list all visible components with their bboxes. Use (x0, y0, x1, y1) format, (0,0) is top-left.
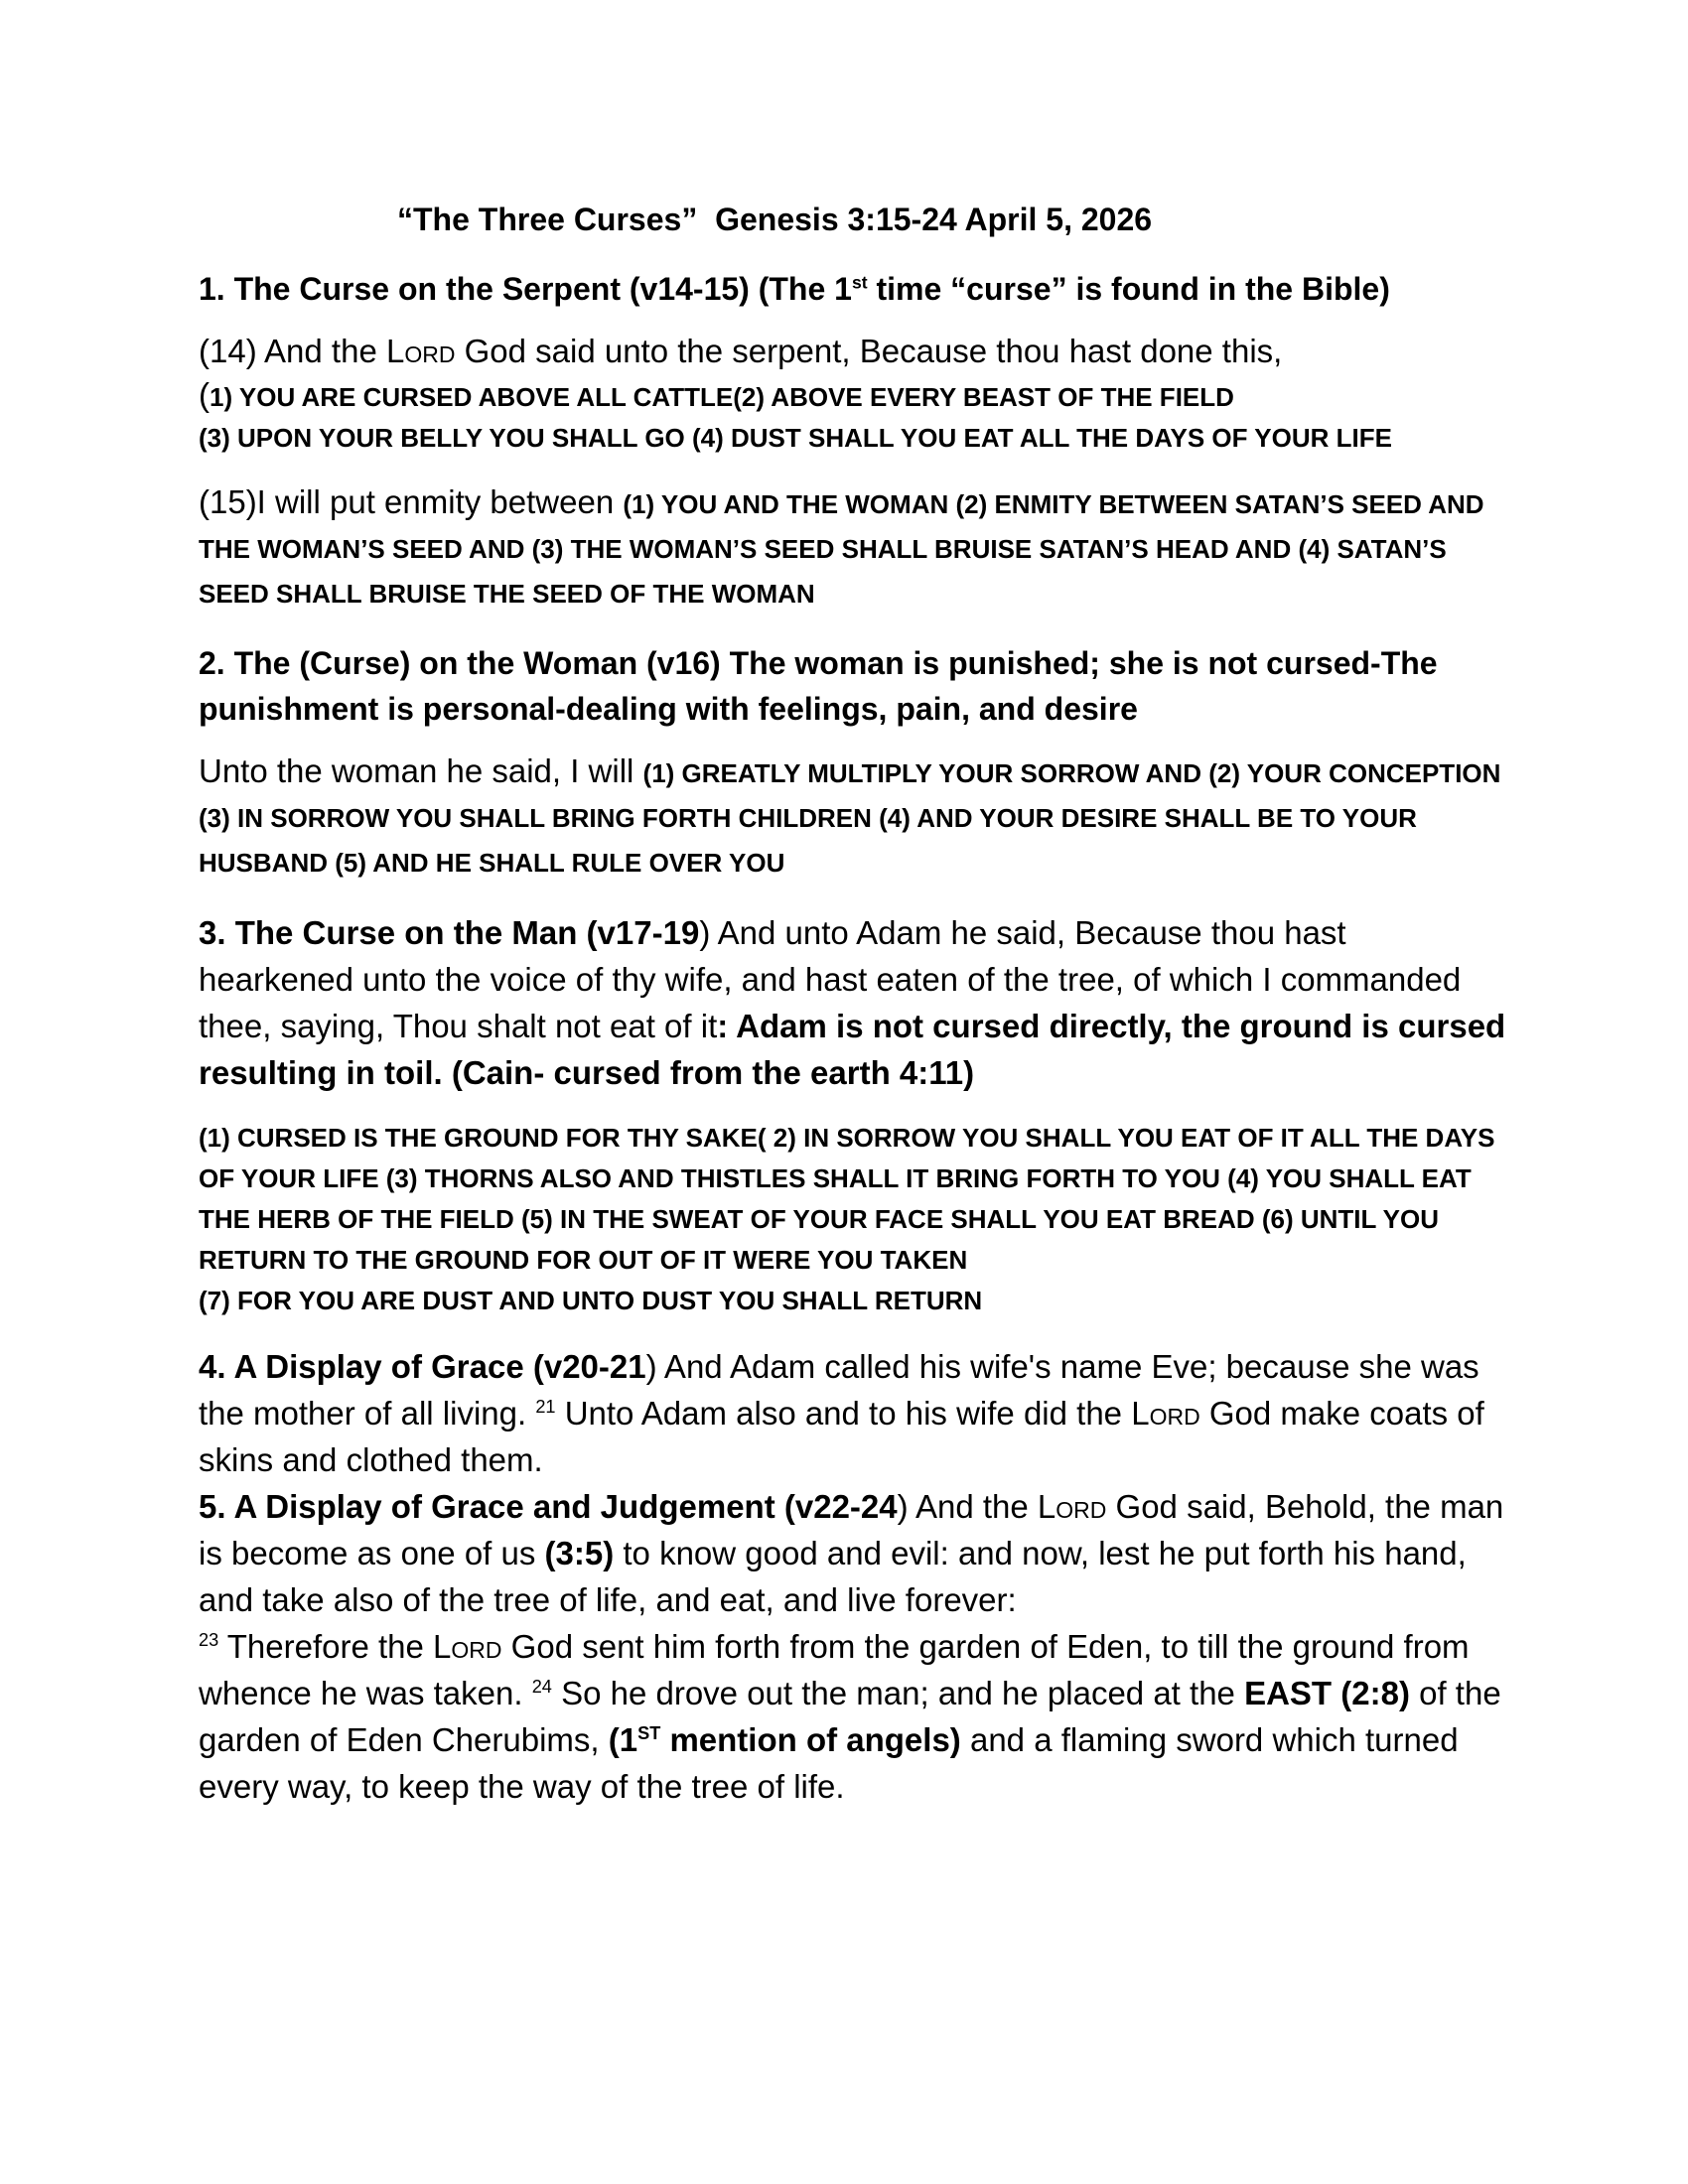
verse-14-text: (14) And the (199, 333, 386, 369)
section-5-text-7: of the garden of Eden Cherubims, (199, 1675, 1501, 1758)
verse-23-number: 23 (199, 1630, 219, 1650)
section-1-heading-rest: time “curse” is found in the Bible) (867, 271, 1390, 307)
verse-16-block (199, 750, 1509, 887)
verse-14-caps-line-1 (199, 373, 1509, 418)
section-5-angels-post: mention of angels) (660, 1721, 961, 1758)
section-1-heading (199, 266, 1509, 312)
lord-small-caps: Lord (1037, 1488, 1107, 1525)
verse-15-block (199, 480, 1509, 618)
verse-24-number: 24 (531, 1677, 552, 1697)
document-page (199, 199, 1509, 1832)
section-4-heading: 4. A Display of Grace (v20-21 (199, 1348, 646, 1385)
section-3-paragraph (199, 909, 1509, 1096)
section-5-text-5: God sent him forth from the garden of Eden, to till the ground from whence he was taken. (199, 1628, 1470, 1711)
section-5-text-4: Therefore the (218, 1628, 434, 1665)
section-4-text-1: ) And Adam called his wife's name Eve; because she was the mother of all living. (199, 1348, 1479, 1432)
section-5-ref-3-5: (3:5) (544, 1535, 615, 1571)
section-3-caps: (1) CURSED IS THE GROUND FOR THY SAKE( 2) IN SORROW YOU SHALL YOU EAT OF IT ALL THE DAYS OF YOUR LIFE (3) THORNS ALSO AND THISTLES SHALL IT BRING FORTH TO YOU (4) YOU SHALL EAT THE HERB OF THE FIELD (5) IN THE SWEAT OF YOUR FACE SHALL YOU EAT BREAD (6) UNTIL YOU RETURN TO THE GROUND FOR OUT OF IT WERE YOU TAKEN (199, 1123, 1495, 1275)
lord-small-caps: Lord (1131, 1395, 1200, 1432)
verse-14-text-rest: God said unto the serpent, Because thou hast done this, (455, 333, 1283, 369)
section-5-angels-pre: (1 (608, 1721, 638, 1758)
section-3-text: ) And unto Adam he said, Because thou hast hearkened unto the voice of thy wife, and hast eaten of the tree, of which I commanded thee, saying, Thou shalt not eat of it (199, 914, 1462, 1044)
section-3-heading: 3. The Curse on the Man (v17-19 (199, 914, 700, 951)
verse-14-paren: ( (199, 376, 210, 413)
section-5-text-3: to know good and evil: and now, lest he put forth his hand, and take also of the tree of life, and eat, and live forever: (199, 1535, 1467, 1618)
section-5-paragraph (199, 1483, 1509, 1810)
verse-16-text: Unto the woman he said, I will (199, 752, 643, 789)
verse-16-caps: (1) GREATLY MULTIPLY YOUR SORROW AND (2) YOUR CONCEPTION (3) IN SORROW YOU SHALL BRING FORTH CHILDREN (4) AND YOUR DESIRE SHALL BE TO YOUR HUSBAND (5) AND HE SHALL RULE OVER YOU (199, 758, 1501, 878)
section-3-note: : Adam is not cursed directly, the ground is cursed resulting in toil. (Cain- cursed from the earth 4:11) (199, 1008, 1506, 1091)
verse-21-number: 21 (535, 1397, 556, 1417)
section-5-text-6: So he drove out the man; and he placed at the (551, 1675, 1245, 1711)
lord-small-caps: Lord (433, 1628, 502, 1665)
page-title: “The Three Curses” Genesis 3:15-24 April 5, 2026 (397, 202, 1153, 237)
section-4-paragraph (199, 1343, 1509, 1483)
section-4-text-3: God make coats of skins and clothed them. (199, 1395, 1484, 1478)
verse-15-text: (15)I will put enmity between (199, 483, 624, 520)
verse-15-caps: (1) YOU AND THE WOMAN (2) ENMITY BETWEEN SATAN’S SEED AND THE WOMAN’S SEED AND (3) THE WOMAN’S SEED SHALL BRUISE SATAN’S HEAD AND (4) SATAN’S SEED SHALL BRUISE THE SEED OF THE WOMAN (199, 489, 1484, 609)
section-5-angels-note (609, 1721, 961, 1758)
section-1-heading-sup: st (851, 272, 868, 293)
section-5-heading: 5. A Display of Grace and Judgement (v22-24 (199, 1488, 898, 1525)
verse-14-block (199, 330, 1509, 459)
section-5-east: EAST (2:8) (1244, 1675, 1410, 1711)
section-5-text-2: God said, Behold, the man is become as one of us (199, 1488, 1504, 1571)
section-3-caps-last: (7) FOR YOU ARE DUST AND UNTO DUST YOU SHALL RETURN (199, 1286, 983, 1315)
section-5-text-1: ) And the (897, 1488, 1038, 1525)
section-5-text-8: and a flaming sword which turned every way, to keep the way of the tree of life. (199, 1721, 1459, 1805)
verse-14-caps-1: 1) YOU ARE CURSED ABOVE ALL CATTLE(2) ABOVE EVERY BEAST OF THE FIELD (210, 382, 1234, 412)
section-1-heading-text: 1. The Curse on the Serpent (v14-15) (The 1 (199, 271, 852, 307)
section-2-heading: 2. The (Curse) on the Woman (v16) The woman is punished; she is not cursed-The punishment is personal-dealing with feelings, pain, and desire (199, 645, 1438, 727)
section-3-caps-block (199, 1118, 1509, 1321)
lord-small-caps: Lord (385, 333, 456, 369)
verse-14-line (199, 330, 1509, 373)
section-4-text-2: Unto Adam also and to his wife did the (555, 1395, 1132, 1432)
verse-14-caps-line-2: (3) UPON YOUR BELLY YOU SHALL GO (4) DUST SHALL YOU EAT ALL THE DAYS OF YOUR LIFE (199, 423, 1392, 453)
section-5-angels-sup: ST (637, 1723, 661, 1743)
